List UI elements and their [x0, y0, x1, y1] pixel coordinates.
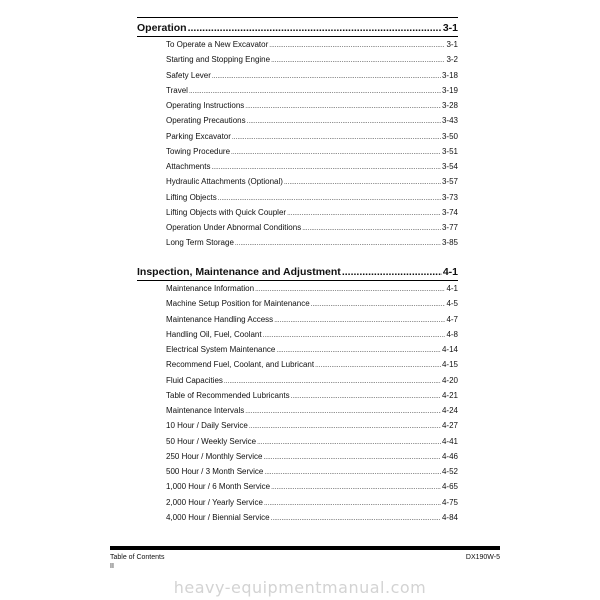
entry-page: 3-73 [441, 192, 458, 202]
toc-section-inspection-maintenance [137, 264, 458, 525]
dot-leader [249, 419, 441, 433]
entry-page: 3-50 [441, 131, 458, 141]
entry-label: Long Term Storage [166, 238, 234, 248]
entry-page: 4-75 [441, 497, 458, 507]
dot-leader [342, 264, 442, 280]
entry-page: 4-7 [446, 314, 458, 324]
toc-entry[interactable] [166, 190, 458, 205]
entry-label: 500 Hour / 3 Month Service [166, 467, 264, 476]
dot-leader [271, 511, 441, 525]
dot-leader [245, 404, 441, 418]
toc-entry[interactable] [166, 495, 458, 510]
dot-leader [264, 450, 441, 464]
dot-leader [302, 221, 441, 235]
toc-entry[interactable] [166, 98, 458, 113]
toc-entry[interactable] [166, 327, 458, 342]
toc-entry[interactable] [166, 129, 458, 144]
dot-leader [255, 282, 445, 296]
watermark: heavy-equipmentmanual.com [173, 578, 427, 597]
entry-label: Operating Instructions [166, 101, 245, 110]
dot-leader [276, 343, 441, 357]
entry-page: 4-84 [441, 512, 458, 522]
entry-page: 3-77 [441, 223, 458, 232]
entry-label: To Operate a New Excavator [166, 40, 269, 49]
entry-label: Parking Excavator [166, 131, 231, 141]
dot-leader [231, 145, 441, 159]
entry-page: 4-15 [441, 360, 458, 370]
toc-entry[interactable] [166, 342, 458, 357]
entry-label: Operating Precautions [166, 116, 246, 126]
entry-page: 3-2 [446, 55, 458, 65]
entry-label: Maintenance Handling Access [166, 314, 274, 324]
entry-label: 1,000 Hour / 6 Month Service [166, 482, 271, 492]
entry-label: Maintenance Information [166, 284, 255, 293]
section-title-row[interactable] [137, 264, 458, 280]
dot-leader [212, 69, 441, 83]
entry-page: 4-21 [441, 390, 458, 400]
toc-entry[interactable] [166, 464, 458, 479]
footer-page-number: II [110, 563, 114, 570]
entry-page: 3-43 [441, 116, 458, 126]
toc-entry[interactable] [166, 357, 458, 372]
dot-leader [189, 84, 441, 98]
dot-leader [274, 313, 445, 327]
entry-label: Operation Under Abnormal Conditions [166, 223, 302, 232]
toc-entry[interactable] [166, 52, 458, 67]
toc-entry[interactable] [166, 113, 458, 128]
entry-page: 4-65 [441, 482, 458, 492]
entry-label: 4,000 Hour / Biennial Service [166, 512, 270, 522]
dot-leader [263, 328, 446, 342]
entry-label: Lifting Objects [166, 192, 217, 202]
dot-leader [269, 38, 445, 52]
footer-title: Table of Contents [110, 554, 165, 561]
entry-page: 3-19 [441, 85, 458, 95]
section-rule [137, 36, 458, 37]
dot-leader [257, 435, 441, 449]
dot-leader [264, 465, 441, 479]
entry-label: Safety Lever [166, 70, 211, 80]
toc-entry[interactable] [166, 373, 458, 388]
toc-entry[interactable] [166, 403, 458, 418]
entry-label: Handling Oil, Fuel, Coolant [166, 329, 262, 339]
section-page: 4-1 [442, 266, 458, 278]
section-title: Operation [137, 22, 187, 34]
dot-leader [245, 99, 441, 113]
entry-label: 2,000 Hour / Yearly Service [166, 497, 263, 507]
entry-label: 250 Hour / Monthly Service [166, 451, 263, 461]
toc-entry[interactable] [166, 296, 458, 311]
toc-entry[interactable] [166, 388, 458, 403]
dot-leader [271, 53, 445, 67]
footer-model: DX190W-5 [465, 554, 500, 561]
toc-entry[interactable] [166, 281, 458, 296]
dot-leader [235, 236, 441, 250]
dot-leader [264, 496, 441, 510]
toc-entry[interactable] [166, 312, 458, 327]
footer-left [110, 553, 164, 571]
section-title-row[interactable] [137, 20, 458, 36]
entry-page: 3-18 [441, 70, 458, 80]
entry-label: Hydraulic Attachments (Optional) [166, 177, 283, 187]
toc-entry[interactable] [166, 479, 458, 494]
entry-page: 3-85 [441, 238, 458, 248]
toc-entry[interactable] [166, 68, 458, 83]
dot-leader [211, 160, 441, 174]
entry-label: 10 Hour / Daily Service [166, 421, 248, 431]
entry-page: 3-74 [441, 207, 458, 217]
toc-section-operation [137, 20, 458, 251]
entry-page: 3-51 [441, 146, 458, 156]
entry-label: Table of Recommended Lubricants [166, 390, 290, 400]
entry-page: 4-8 [446, 329, 458, 339]
entry-page: 4-24 [441, 406, 458, 415]
toc-entry[interactable] [166, 83, 458, 98]
toc-entry[interactable] [166, 37, 458, 52]
toc-entry[interactable] [166, 235, 458, 250]
dot-leader [315, 358, 441, 372]
entry-page: 3-28 [441, 101, 458, 110]
entry-page: 4-41 [441, 436, 458, 446]
toc-entry[interactable] [166, 205, 458, 220]
entry-label: Electrical System Maintenance [166, 345, 276, 354]
dot-leader [291, 389, 441, 403]
toc-entry[interactable] [166, 449, 458, 464]
toc-entry[interactable] [166, 144, 458, 159]
entry-label: Machine Setup Position for Maintenance [166, 299, 310, 309]
dot-leader [271, 480, 441, 494]
entry-label: Lifting Objects with Quick Coupler [166, 207, 287, 217]
entry-label: Starting and Stopping Engine [166, 55, 271, 65]
entry-label: Maintenance Intervals [166, 406, 245, 415]
toc-entry[interactable] [166, 418, 458, 433]
entry-label: Recommend Fuel, Coolant, and Lubricant [166, 360, 315, 370]
dot-leader [188, 20, 442, 36]
entry-label: Travel [166, 85, 188, 95]
top-rule [137, 17, 458, 18]
dot-leader [224, 374, 441, 388]
dot-leader [218, 191, 441, 205]
entry-page: 3-1 [446, 40, 458, 49]
toc-entry[interactable] [166, 220, 458, 235]
toc-entry[interactable] [166, 174, 458, 189]
toc-entry[interactable] [166, 434, 458, 449]
entry-page: 4-52 [441, 467, 458, 476]
entry-label: Towing Procedure [166, 146, 231, 156]
entry-label: 50 Hour / Weekly Service [166, 436, 257, 446]
entry-page: 4-5 [446, 299, 458, 309]
entry-page: 4-46 [441, 451, 458, 461]
section-page: 3-1 [442, 22, 458, 34]
dot-leader [311, 297, 446, 311]
entry-list [166, 37, 458, 251]
toc-entry[interactable] [166, 510, 458, 525]
dot-leader [287, 206, 441, 220]
entry-page: 3-54 [441, 162, 458, 171]
dot-leader [232, 130, 441, 144]
entry-label: Fluid Capacities [166, 375, 223, 385]
toc-entry[interactable] [166, 159, 458, 174]
entry-page: 4-20 [441, 375, 458, 385]
entry-label: Attachments [166, 162, 211, 171]
entry-page: 4-14 [441, 345, 458, 354]
section-title: Inspection, Maintenance and Adjustment [137, 266, 341, 278]
section-rule [137, 280, 458, 281]
entry-page: 4-27 [441, 421, 458, 431]
entry-page: 3-57 [441, 177, 458, 187]
footer-rule [110, 546, 500, 550]
dot-leader [284, 175, 441, 189]
entry-list [166, 281, 458, 525]
entry-page: 4-1 [446, 284, 458, 293]
dot-leader [247, 114, 441, 128]
